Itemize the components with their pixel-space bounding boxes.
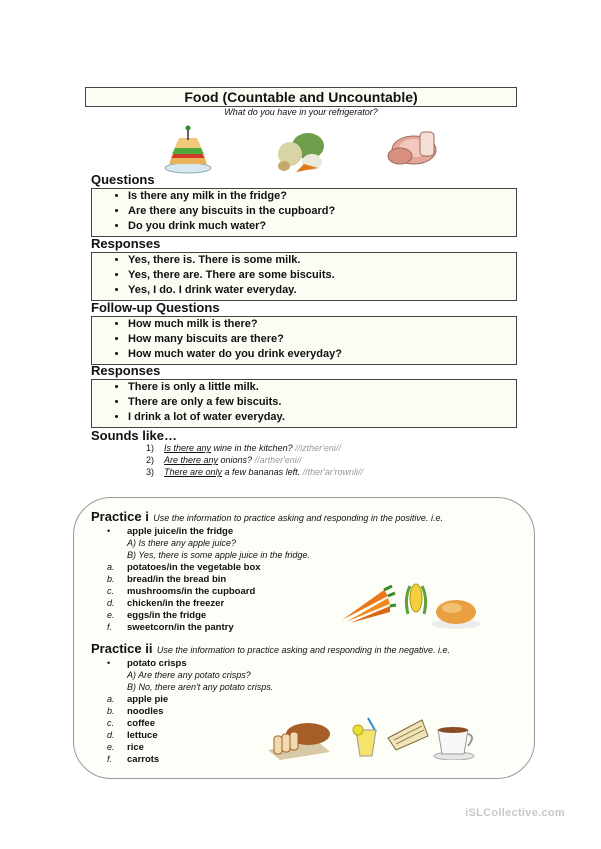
list-item: • There is only a little milk. bbox=[128, 380, 516, 395]
list-item: f. carrots bbox=[107, 754, 160, 765]
watermark: iSLCollective.com bbox=[465, 807, 565, 819]
list-item: e. rice bbox=[107, 742, 144, 753]
sounds-heading: Sounds like… bbox=[91, 428, 177, 443]
roast-chicken-icon bbox=[430, 594, 484, 630]
list-item: c. mushrooms/in the cupboard bbox=[107, 586, 256, 597]
questions-heading: Questions bbox=[91, 172, 155, 187]
responses-heading-2: Responses bbox=[91, 363, 161, 378]
list-item: • How much milk is there? bbox=[128, 317, 516, 332]
followup-heading: Follow-up Questions bbox=[91, 300, 220, 315]
practice-2-title: Practice ii bbox=[91, 641, 153, 656]
juice-glass-icon bbox=[350, 716, 382, 758]
list-item: b. bread/in the bread bin bbox=[107, 574, 227, 585]
bread-icon bbox=[266, 716, 338, 760]
ham-icon bbox=[384, 124, 440, 170]
sweetcorn-icon bbox=[402, 578, 430, 622]
list-item: b. noodles bbox=[107, 706, 164, 717]
list-item: • There are only a few biscuits. bbox=[128, 395, 516, 410]
practice-1-example: apple juice/in the fridge bbox=[127, 526, 234, 537]
practice-2-example-a: B) No, there aren't any potato crisps. bbox=[127, 682, 274, 692]
sounds-line: 1) Is there any wine in the kitchen? //izther'eni// bbox=[146, 443, 341, 453]
responses-box bbox=[91, 252, 517, 301]
list-item: • How many biscuits are there? bbox=[128, 332, 516, 347]
list-item: d. lettuce bbox=[107, 730, 158, 741]
carrots-icon bbox=[340, 584, 396, 624]
list-item: • Yes, I do. I drink water everyday. bbox=[128, 283, 516, 298]
pie-slice-icon bbox=[386, 716, 430, 752]
list-item: f. sweetcorn/in the pantry bbox=[107, 622, 234, 633]
practice-1-example-q: A) Is there any apple juice? bbox=[127, 538, 237, 548]
vegetables-icon bbox=[274, 124, 332, 176]
list-item: • Do you drink much water? bbox=[128, 219, 516, 234]
practice-1-list: • apple juice/in the fridge A) Is there any apple juice? B) Yes, there is some apple juice in the fridge. a. potatoes/in the vegetable box b. bread/in the bread bin c. mushrooms/in the cupboard d. chicken/in the freezer e. eggs/in the fridge f. sweetcorn/in the pantry bbox=[107, 525, 407, 633]
list-item: • Yes, there is. There is some milk. bbox=[128, 253, 516, 268]
sounds-line: 2) Are there any onions? //arther'eni// bbox=[146, 455, 302, 465]
questions-box bbox=[91, 188, 517, 237]
responses-heading: Responses bbox=[91, 236, 161, 251]
list-item: e. eggs/in the fridge bbox=[107, 610, 207, 621]
list-item: a. potatoes/in the vegetable box bbox=[107, 562, 261, 573]
sounds-line: 3) There are only a few bananas left. //ther'ar'rownli// bbox=[146, 467, 364, 477]
practice-2-list: • potato crisps A) Are there any potato crisps? B) No, there aren't any potato crisps. a. apple pie b. noodles c. coffee d. lettuce e. rice f. carrots bbox=[107, 657, 407, 765]
practice-1-header bbox=[91, 508, 521, 526]
list-item: • How much water do you drink everyday? bbox=[128, 347, 516, 362]
practice-2-example-q: A) Are there any potato crisps? bbox=[127, 670, 251, 680]
coffee-cup-icon bbox=[432, 716, 478, 760]
practice-1-example-a: B) Yes, there is some apple juice in the fridge. bbox=[127, 550, 310, 560]
list-item: • Are there any biscuits in the cupboard? bbox=[128, 204, 516, 219]
list-item: a. apple pie bbox=[107, 694, 169, 705]
followup-box bbox=[91, 316, 517, 365]
list-item: • I drink a lot of water everyday. bbox=[128, 410, 516, 425]
list-item: d. chicken/in the freezer bbox=[107, 598, 225, 609]
list-item: • Yes, there are. There are some biscuits. bbox=[128, 268, 516, 283]
sandwich-icon bbox=[163, 124, 213, 174]
list-item: c. coffee bbox=[107, 718, 155, 729]
sounds-list bbox=[146, 442, 363, 478]
practice-2-example: potato crisps bbox=[127, 658, 187, 669]
practice-2-instruction: Use the information to practice asking and responding in the negative. i.e. bbox=[156, 645, 451, 655]
list-item: • Is there any milk in the fridge? bbox=[128, 189, 516, 204]
practice-1-title: Practice i bbox=[91, 509, 149, 524]
page-subtitle: What do you have in your refrigerator? bbox=[224, 107, 378, 117]
page-title: Food (Countable and Uncountable) bbox=[85, 87, 517, 107]
practice-2-header bbox=[91, 640, 521, 658]
practice-1-instruction: Use the information to practice asking and responding in the positive. i.e. bbox=[153, 513, 443, 523]
responses-box-2 bbox=[91, 379, 517, 428]
